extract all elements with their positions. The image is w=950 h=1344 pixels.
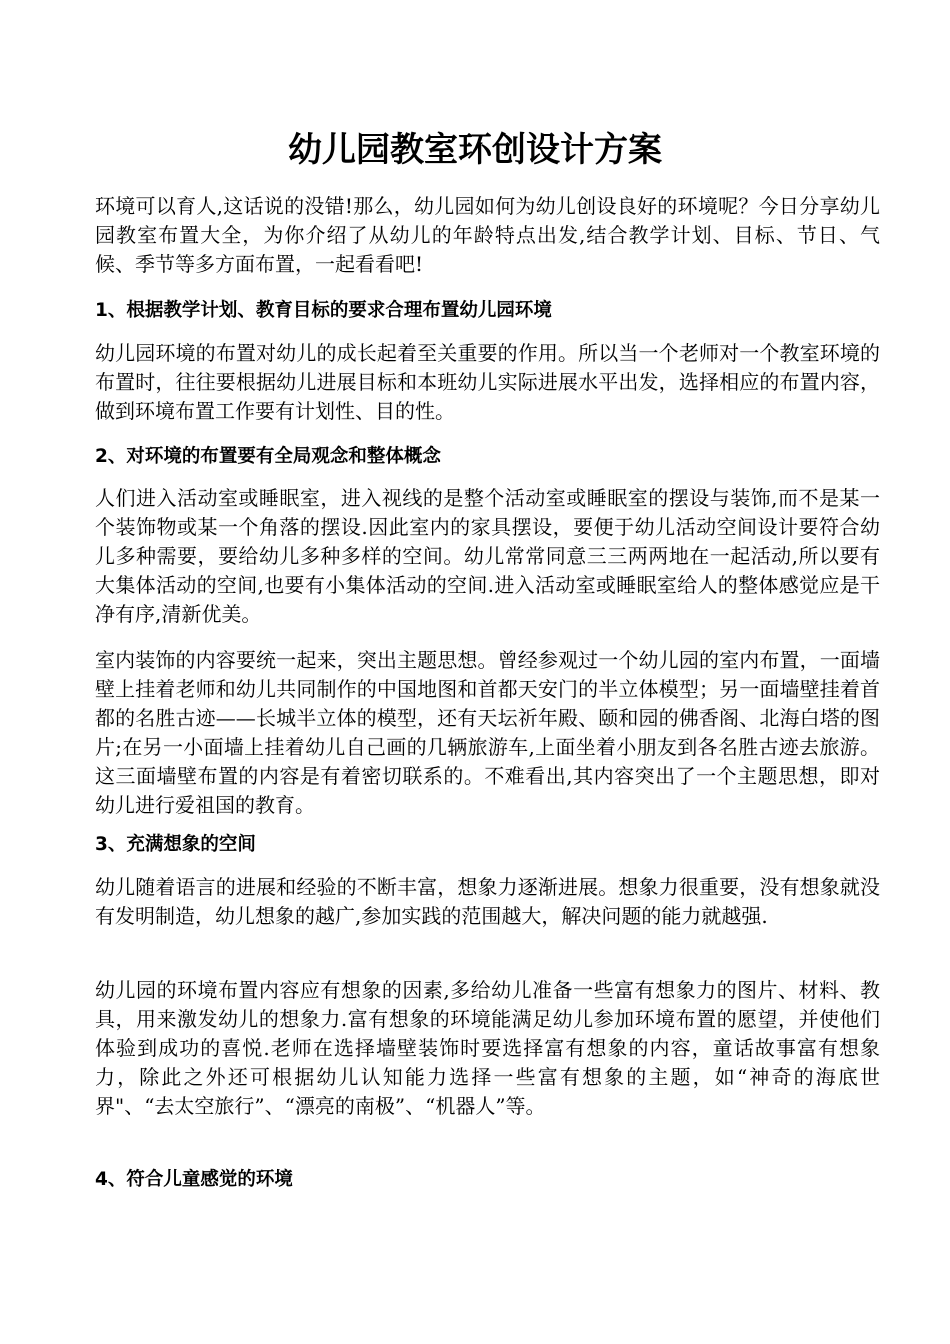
section-1-paragraph-1: 幼儿园环境的布置对幼儿的成长起着至关重要的作用。所以当一个老师对一个教室环境的布置时，往往要根据幼儿进展目标和本班幼儿实际进展水平出发，选择相应的布置内容，做到环境布置工作要有计划性、目的性。 — [95, 341, 880, 423]
section-3-heading: 3、充满想象的空间 — [95, 834, 256, 855]
section-3-paragraph-1: 幼儿随着语言的进展和经验的不断丰富，想象力逐渐进展。想象力很重要，没有想象就没有发明制造，幼儿想象的越广,参加实践的范围越大，解决问题的能力就越强. — [95, 875, 880, 928]
section-4-heading: 4、符合儿童感觉的环境 — [95, 1169, 293, 1190]
section-2-heading: 2、对环境的布置要有全局观念和整体概念 — [95, 446, 441, 467]
intro-paragraph: 环境可以育人,这话说的没错!那么，幼儿园如何为幼儿创设良好的环境呢？今日分享幼儿园教室布置大全，为你介绍了从幼儿的年龄特点出发,结合教学计划、目标、节日、气候、季节等多方面布置，一起看看吧! — [95, 194, 880, 276]
document-title: 幼儿园教室环创设计方案 — [288, 130, 662, 170]
section-1-heading: 1、根据教学计划、教育目标的要求合理布置幼儿园环境 — [95, 300, 552, 321]
section-2-paragraph-1: 人们进入活动室或睡眠室，进入视线的是整个活动室或睡眠室的摆设与装饰,而不是某一个装饰物或某一个角落的摆设.因此室内的家具摆设，要便于幼儿活动空间设计要符合幼儿多种需要，要给幼儿多种多样的空间。幼儿常常同意三三两两地在一起活动,所以要有大集体活动的空间,也要有小集体活动的空间.进入活动室或睡眠室给人的整体感觉应是干净有序,清新优美。 — [95, 486, 880, 626]
section-2-paragraph-2: 室内装饰的内容要统一起来，突出主题思想。曾经参观过一个幼儿园的室内布置，一面墙壁上挂着老师和幼儿共同制作的中国地图和首都天安门的半立体模型；另一面墙壁挂着首都的名胜古迹——长城半立体的模型，还有天坛祈年殿、颐和园的佛香阁、北海白塔的图片;在另一小面墙上挂着幼儿自己画的几辆旅游车,上面坐着小朋友到各名胜古迹去旅游。这三面墙壁布置的内容是有着密切联系的。不难看出,其内容突出了一个主题思想，即对幼儿进行爱祖国的教育。 — [95, 648, 880, 817]
section-3-paragraph-2: 幼儿园的环境布置内容应有想象的因素,多给幼儿准备一些富有想象力的图片、材料、教具，用来激发幼儿的想象力.富有想象的环境能满足幼儿参加环境布置的愿望，并使他们体验到成功的喜悦.老师在选择墙壁装饰时要选择富有想象的内容，童话故事富有想象力，除此之外还可根据幼儿认知能力选择一些富有想象的主题，如“神奇的海底世界"、“去太空旅行”、“漂亮的南极”、“机器人”等。 — [95, 978, 880, 1118]
